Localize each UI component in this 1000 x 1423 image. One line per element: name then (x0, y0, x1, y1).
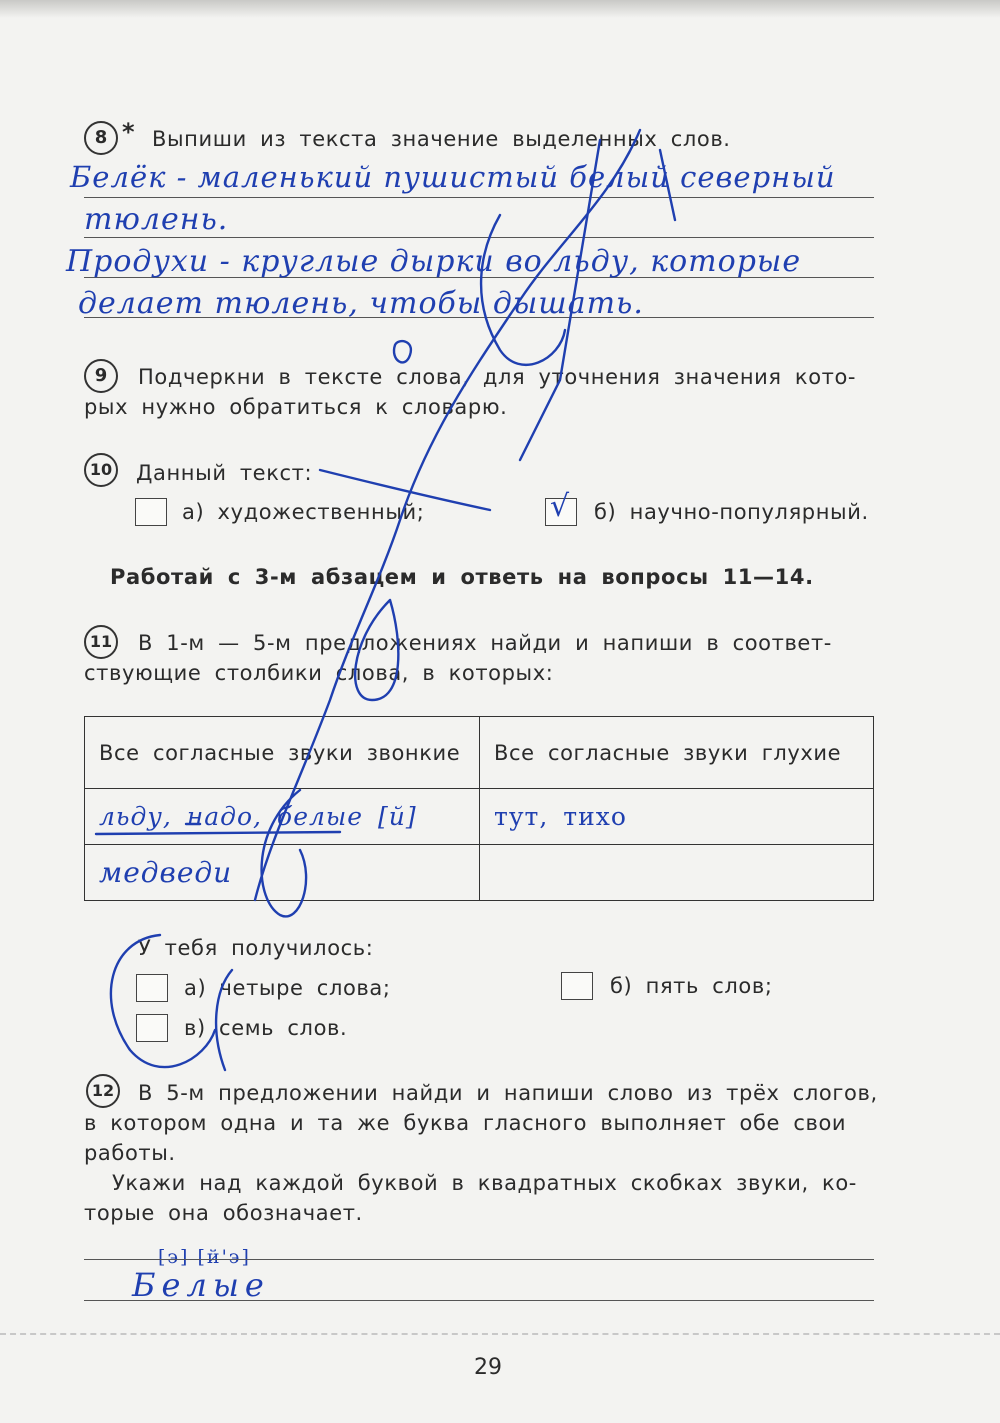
question-8-star: * (122, 118, 135, 146)
pen-stroke (481, 215, 565, 365)
option-a-label: а) художественный; (182, 500, 425, 524)
question-10-text: Данный текст: (136, 461, 313, 485)
question-11-line-1: В 1-м — 5-м предложениях найди и напиши в соответ- (138, 631, 832, 655)
pen-stroke (394, 341, 411, 362)
table-header-voiceless: Все согласные звуки глухие (480, 717, 874, 789)
q12-handwritten-answer: Белые (132, 1266, 270, 1304)
handwritten-cell-text: льду, надо, белые [й] (99, 802, 417, 831)
pen-stroke (111, 935, 215, 1067)
pen-stroke (660, 150, 675, 220)
question-9-line-1: Подчеркни в тексте слова, для уточнения значения кото- (138, 365, 857, 389)
table-header-voiced: Все согласные звуки звонкие (85, 717, 480, 789)
page-number: 29 (474, 1355, 502, 1380)
q8-handwritten-line-1: Белёк - маленький пушистый белый северный (70, 160, 836, 194)
option-b-label: б) научно-популярный. (594, 500, 869, 524)
pen-stroke (520, 140, 600, 460)
handwritten-cell-text: тут, тихо (494, 802, 627, 831)
question-8-number: 8 (84, 121, 118, 155)
question-12-line-1: В 5-м предложении найди и напиши слово из трёх слогов, (138, 1081, 878, 1105)
q8-handwritten-line-4: делает тюлень, чтобы дышать. (78, 286, 644, 321)
pen-stroke (216, 970, 232, 1070)
question-11-line-2: ствующие столбики слова, в которых: (84, 661, 554, 685)
pen-stroke (355, 600, 398, 700)
question-9-line-2: рых нужно обратиться к словарю. (84, 395, 508, 419)
pen-stroke (96, 832, 340, 834)
section-heading: Работай с 3-м абзацем и ответь на вопросы 11—14. (110, 565, 814, 589)
question-12-line-3: работы. (84, 1141, 176, 1165)
option-a-label: а) четыре слова; (184, 976, 391, 1000)
question-11-number: 11 (84, 625, 118, 659)
option-c-label: в) семь слов. (184, 1016, 348, 1040)
result-label: У тебя получилось: (138, 936, 374, 960)
question-12-line-4: Укажи над каждой буквой в квадратных скобках звуки, ко- (112, 1171, 857, 1195)
question-10-number: 10 (84, 453, 118, 487)
check-mark-icon: √ (550, 489, 571, 524)
question-8-text: Выпиши из текста значение выделенных слов. (152, 127, 731, 151)
q8-handwritten-line-3: Продухи - круглые дырки во льду, которые (66, 244, 802, 279)
option-b-label: б) пять слов; (610, 974, 773, 998)
question-12-line-5: торые она обозначает. (84, 1201, 363, 1225)
q8-handwritten-line-2: тюлень. (84, 202, 229, 237)
question-9-number: 9 (84, 359, 118, 393)
question-12-number: 12 (86, 1074, 120, 1108)
handwritten-cell-text: медведи (99, 856, 233, 889)
q12-handwritten-transcription: [э] [й'э] (158, 1246, 251, 1268)
question-12-line-2: в котором одна и та же буква гласного выполняет обе свои (84, 1111, 847, 1135)
